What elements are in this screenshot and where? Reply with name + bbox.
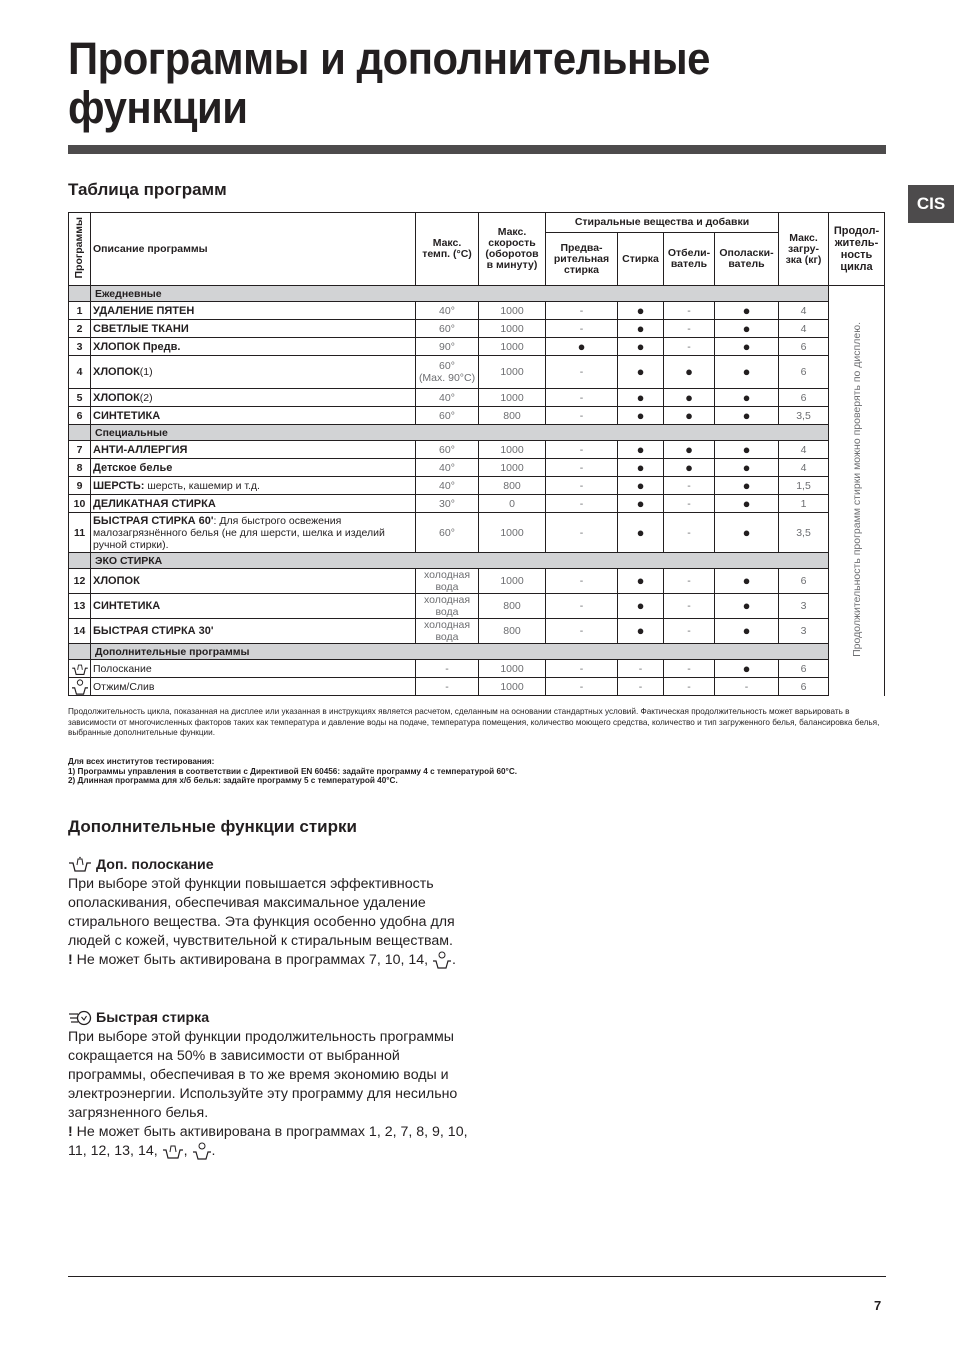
testing-note-2: 2) Длинная программа для х/б белья: задайте программу 5 с температурой 40°C. [68, 776, 398, 785]
extra-functions-heading: Дополнительные функции стирки [68, 817, 357, 836]
header-prewash: Предва-рительная стирка [546, 233, 618, 286]
footer-divider [68, 1276, 886, 1277]
section-num-cell [69, 644, 91, 660]
title-divider [68, 145, 886, 154]
max-temp-value: 30° [439, 497, 455, 510]
wash-mark: ● [618, 407, 664, 425]
max-speed: 1000 [479, 441, 546, 459]
program-name: ХЛОПОК [93, 366, 140, 378]
max-load: 6 [779, 338, 829, 356]
prewash-mark: - [546, 678, 618, 696]
max-temp-value: - [445, 680, 449, 693]
program-name: ШЕРСТЬ: [93, 479, 145, 492]
program-description [91, 459, 416, 477]
table-row [69, 389, 885, 407]
program-name: СИНТЕТИКА [93, 409, 161, 422]
prewash-mark: - [546, 320, 618, 338]
program-number: 4 [69, 356, 91, 389]
softener-mark: ● [715, 619, 779, 644]
max-speed: 1000 [479, 389, 546, 407]
feature-quick-wash [68, 1009, 468, 1161]
table-row [69, 407, 885, 425]
max-temp [416, 678, 479, 696]
spin-drain-icon [432, 952, 452, 968]
section-label: Специальные [91, 425, 829, 441]
program-description [91, 569, 416, 594]
prewash-mark: - [546, 459, 618, 477]
max-load: 3 [779, 619, 829, 644]
max-temp [416, 513, 479, 553]
wash-mark: ● [618, 338, 664, 356]
bleach-mark: ● [664, 459, 715, 477]
prewash-mark: - [546, 619, 618, 644]
table-heading: Таблица программ [68, 180, 227, 199]
rinse-icon [162, 1143, 184, 1159]
program-number: 1 [69, 302, 91, 320]
program-number: 2 [69, 320, 91, 338]
header-bleach: Отбели-ватель [664, 233, 715, 286]
max-speed: 1000 [479, 302, 546, 320]
max-load: 3,5 [779, 513, 829, 553]
softener-mark: ● [715, 407, 779, 425]
program-number: 6 [69, 407, 91, 425]
max-speed: 800 [479, 477, 546, 495]
testing-notes-heading: Для всех институтов тестирования: [68, 757, 215, 766]
max-load: 6 [779, 356, 829, 389]
header-softener: Ополаски-ватель [715, 233, 779, 286]
header-max-load: Макс. загру-зка (кг) [779, 213, 829, 286]
bleach-mark: - [664, 619, 715, 644]
program-description [91, 356, 416, 389]
page-title [68, 34, 812, 132]
table-row [69, 320, 885, 338]
bleach-mark: - [664, 513, 715, 553]
prewash-mark: - [546, 441, 618, 459]
wash-mark: - [618, 660, 664, 678]
max-temp-value: 40° [439, 391, 455, 404]
header-wash: Стирка [618, 233, 664, 286]
max-temp [416, 407, 479, 425]
softener-mark: ● [715, 389, 779, 407]
softener-mark: ● [715, 338, 779, 356]
bleach-mark: - [664, 660, 715, 678]
program-description [91, 513, 416, 553]
program-description [91, 389, 416, 407]
wash-mark: ● [618, 356, 664, 389]
program-number: 10 [69, 495, 91, 513]
max-temp [416, 569, 479, 594]
feature-title-row [68, 1009, 468, 1028]
max-temp-value: 60° [439, 526, 455, 539]
program-name: БЫСТРАЯ СТИРКА 30' [93, 625, 214, 637]
spin-drain-icon [71, 680, 89, 692]
max-speed: 1000 [479, 513, 546, 553]
softener-mark: ● [715, 441, 779, 459]
max-temp [416, 495, 479, 513]
max-speed: 1000 [479, 356, 546, 389]
header-programs [69, 213, 91, 286]
wash-mark: ● [618, 619, 664, 644]
max-temp-value: холодная вода [423, 619, 471, 643]
section-num-cell [69, 553, 91, 569]
softener-mark: ● [715, 569, 779, 594]
table-row [69, 441, 885, 459]
max-temp [416, 594, 479, 619]
max-speed: 1000 [479, 338, 546, 356]
page-title-line2: функции [68, 82, 248, 133]
section-num-cell [69, 425, 91, 441]
max-load: 6 [779, 389, 829, 407]
table-row [69, 477, 885, 495]
softener-mark: ● [715, 356, 779, 389]
max-load: 3 [779, 594, 829, 619]
program-description [91, 594, 416, 619]
program-number: 5 [69, 389, 91, 407]
table-row [69, 495, 885, 513]
wash-mark: ● [618, 389, 664, 407]
table-row [69, 569, 885, 594]
program-description [91, 477, 416, 495]
program-name: БЫСТРАЯ СТИРКА 60' [93, 514, 214, 527]
table-row [69, 513, 885, 553]
program-description [91, 407, 416, 425]
feature-warning [68, 1123, 468, 1161]
table-row [69, 356, 885, 389]
program-name: Полоскание [93, 662, 152, 675]
warning-text: Не может быть активирована в программах 1, 2, 7, 8, 9, 10, 11, 12, 13, 14, [68, 1124, 468, 1159]
wash-mark: ● [618, 569, 664, 594]
max-speed: 1000 [479, 459, 546, 477]
programs-table [68, 212, 885, 696]
bleach-mark: ● [664, 356, 715, 389]
table-row [69, 338, 885, 356]
feature-title: Доп. полоскание [96, 857, 214, 873]
wash-mark: ● [618, 477, 664, 495]
duration-footnote: Продолжительность цикла, показанная на дисплее или указанная в инструкциях является расчетом, сделанным на основании стандартных условий. Фактическая продолжительность может варьировать в зависимости от многочисленных факторов таких как температура и давление воды на подаче, температура помещения, количество моющего средства, количество и тип загруженного белья, балансировка белья, выбранные дополнительные функции. [68, 707, 880, 737]
program-name: УДАЛЕНИЕ ПЯТЕН [93, 304, 195, 317]
wash-mark: ● [618, 302, 664, 320]
softener-mark: ● [715, 660, 779, 678]
max-speed: 1000 [479, 678, 546, 696]
softener-mark: ● [715, 477, 779, 495]
max-temp-value: 40° [439, 461, 455, 474]
max-temp-value: 90° [439, 340, 455, 353]
softener-mark: ● [715, 495, 779, 513]
softener-mark: ● [715, 302, 779, 320]
wash-mark: - [618, 678, 664, 696]
prewash-mark: - [546, 477, 618, 495]
max-speed: 800 [479, 594, 546, 619]
program-number: 14 [69, 619, 91, 644]
bleach-mark: - [664, 302, 715, 320]
program-description [91, 338, 416, 356]
program-name: Отжим/Слив [93, 680, 155, 693]
program-description [91, 619, 416, 644]
max-temp-secondary: (Max. 90°C) [418, 372, 476, 384]
wash-mark: ● [618, 459, 664, 477]
header-max-temp: Макс. темп. (°C) [416, 213, 479, 286]
max-speed: 800 [479, 407, 546, 425]
program-note: шерсть, кашемир и т.д. [144, 479, 260, 492]
bleach-mark: - [664, 569, 715, 594]
bleach-mark: - [664, 594, 715, 619]
bleach-mark: - [664, 495, 715, 513]
max-load: 6 [779, 678, 829, 696]
header-programs-label: Программы [73, 216, 85, 279]
prewash-mark: - [546, 495, 618, 513]
program-name: СВЕТЛЫЕ ТКАНИ [93, 322, 189, 335]
table-row [69, 619, 885, 644]
program-number: 13 [69, 594, 91, 619]
program-number: 7 [69, 441, 91, 459]
max-load: 4 [779, 302, 829, 320]
section-label: ЭКО СТИРКА [91, 553, 829, 569]
feature-description: При выборе этой функции продолжительность программы сокращается на 50% в зависимости от выбранной программы, обеспечивая в то же время экономию воды и электроэнергии. Используйте эту программу для несильно загрязненного белья. [68, 1029, 458, 1121]
max-temp-value: 60° [439, 443, 455, 456]
max-temp-value: 60° [439, 360, 455, 372]
max-load: 4 [779, 459, 829, 477]
bleach-mark: - [664, 338, 715, 356]
bleach-mark: ● [664, 389, 715, 407]
program-note: : Для быстрого освежения малозагрязнённого белья (не для шерсти, шелка и изделий ручной стирки). [93, 514, 385, 551]
wash-mark: ● [618, 513, 664, 553]
warning-separator: , [183, 1143, 192, 1159]
max-temp [416, 389, 479, 407]
max-temp-value: 40° [439, 479, 455, 492]
program-description [91, 302, 416, 320]
header-description: Описание программы [91, 213, 416, 286]
max-temp [416, 660, 479, 678]
max-temp [416, 338, 479, 356]
bleach-mark: ● [664, 441, 715, 459]
program-name: ХЛОПОК [93, 391, 140, 404]
section-row [69, 286, 885, 302]
page-title-line1: Программы и дополнительные [68, 33, 710, 84]
program-name: СИНТЕТИКА [93, 600, 161, 612]
wash-mark: ● [618, 594, 664, 619]
prewash-mark: - [546, 302, 618, 320]
duration-note-cell [829, 286, 885, 696]
program-number: 12 [69, 569, 91, 594]
max-load: 4 [779, 441, 829, 459]
prewash-mark: ● [546, 338, 618, 356]
max-temp [416, 441, 479, 459]
table-row [69, 660, 885, 678]
max-temp [416, 356, 479, 389]
program-number: 9 [69, 477, 91, 495]
max-speed: 1000 [479, 660, 546, 678]
warning-mark: ! [68, 1124, 73, 1140]
max-temp-value: 60° [439, 409, 455, 422]
program-icon-cell [69, 660, 91, 678]
warning-text: Не может быть активирована в программах 7, 10, 14, [72, 952, 433, 968]
wash-mark: ● [618, 441, 664, 459]
feature-extra-rinse [68, 856, 468, 970]
program-name: АНТИ-АЛЛЕРГИЯ [93, 443, 188, 456]
program-description [91, 660, 416, 678]
table-row [69, 302, 885, 320]
program-name: ХЛОПОК Предв. [93, 340, 181, 353]
max-temp [416, 302, 479, 320]
program-number: 3 [69, 338, 91, 356]
program-name: ХЛОПОК [93, 575, 140, 587]
section-label: Дополнительные программы [91, 644, 829, 660]
bleach-mark: ● [664, 407, 715, 425]
table-row [69, 459, 885, 477]
section-row [69, 644, 885, 660]
program-number: 11 [69, 513, 91, 553]
max-speed: 1000 [479, 320, 546, 338]
warning-mark: ! [68, 952, 73, 968]
program-note: (1) [139, 366, 153, 378]
softener-mark: ● [715, 594, 779, 619]
prewash-mark: - [546, 569, 618, 594]
rinse-icon [71, 662, 89, 674]
prewash-mark: - [546, 407, 618, 425]
max-speed: 800 [479, 619, 546, 644]
prewash-mark: - [546, 389, 618, 407]
prewash-mark: - [546, 594, 618, 619]
testing-note-1: 1) Программы управления в соответствии с Директивой EN 60456: задайте программу 4 с температурой 60°C. [68, 766, 518, 776]
warning-tail: . [452, 952, 456, 968]
max-temp [416, 619, 479, 644]
max-temp-value: холодная вода [423, 594, 471, 618]
program-number: 8 [69, 459, 91, 477]
program-icon-cell [69, 678, 91, 696]
softener-mark: - [715, 678, 779, 696]
max-load: 1,5 [779, 477, 829, 495]
table-row [69, 678, 885, 696]
program-description [91, 441, 416, 459]
max-load: 1 [779, 495, 829, 513]
max-load: 6 [779, 660, 829, 678]
program-name: Детское белье [93, 461, 173, 474]
feature-warning [68, 951, 468, 970]
max-speed: 1000 [479, 569, 546, 594]
feature-description: При выборе этой функции повышается эффективность ополаскивания, обеспечивая максимальное удаление стирального вещества. Эта функция особенно удобна для людей с кожей, чувствительной к стиральным веществам. [68, 876, 455, 949]
max-temp-value: 40° [439, 304, 455, 317]
program-note: (2) [139, 391, 153, 404]
max-load: 4 [779, 320, 829, 338]
feature-title: Быстрая стирка [96, 1010, 210, 1026]
program-description [91, 320, 416, 338]
header-duration: Продол-житель-ность цикла [829, 213, 885, 286]
section-num-cell [69, 286, 91, 302]
program-description [91, 678, 416, 696]
max-speed: 0 [479, 495, 546, 513]
max-temp [416, 320, 479, 338]
table-row [69, 594, 885, 619]
warning-tail: . [211, 1143, 216, 1159]
softener-mark: ● [715, 513, 779, 553]
max-load: 6 [779, 569, 829, 594]
bleach-mark: - [664, 320, 715, 338]
max-temp [416, 477, 479, 495]
section-label: Ежедневные [91, 286, 829, 302]
max-temp-value: - [445, 662, 449, 675]
spin-drain-icon [192, 1143, 212, 1159]
prewash-mark: - [546, 356, 618, 389]
softener-mark: ● [715, 320, 779, 338]
section-row [69, 553, 885, 569]
prewash-mark: - [546, 513, 618, 553]
program-name: ДЕЛИКАТНАЯ СТИРКА [93, 497, 216, 510]
header-max-speed: Макс. скорость (оборотов в минуту) [479, 213, 546, 286]
max-temp-value: холодная вода [423, 569, 471, 593]
quick-wash-icon [68, 1009, 92, 1028]
max-load: 3,5 [779, 407, 829, 425]
wash-mark: ● [618, 495, 664, 513]
section-row [69, 425, 885, 441]
max-temp-value: 60° [439, 322, 455, 335]
extra-rinse-icon [68, 856, 92, 875]
duration-note: Продолжительность программ стирки можно проверять по дисплею. [850, 321, 863, 657]
language-tab: CIS [908, 185, 954, 223]
bleach-mark: - [664, 678, 715, 696]
softener-mark: ● [715, 459, 779, 477]
wash-mark: ● [618, 320, 664, 338]
testing-notes [68, 757, 888, 786]
bleach-mark: - [664, 477, 715, 495]
max-temp [416, 459, 479, 477]
feature-title-row [68, 856, 468, 875]
page-number: 7 [874, 1298, 882, 1313]
header-detergents-group: Стиральные вещества и добавки [546, 213, 779, 233]
prewash-mark: - [546, 660, 618, 678]
program-description [91, 495, 416, 513]
